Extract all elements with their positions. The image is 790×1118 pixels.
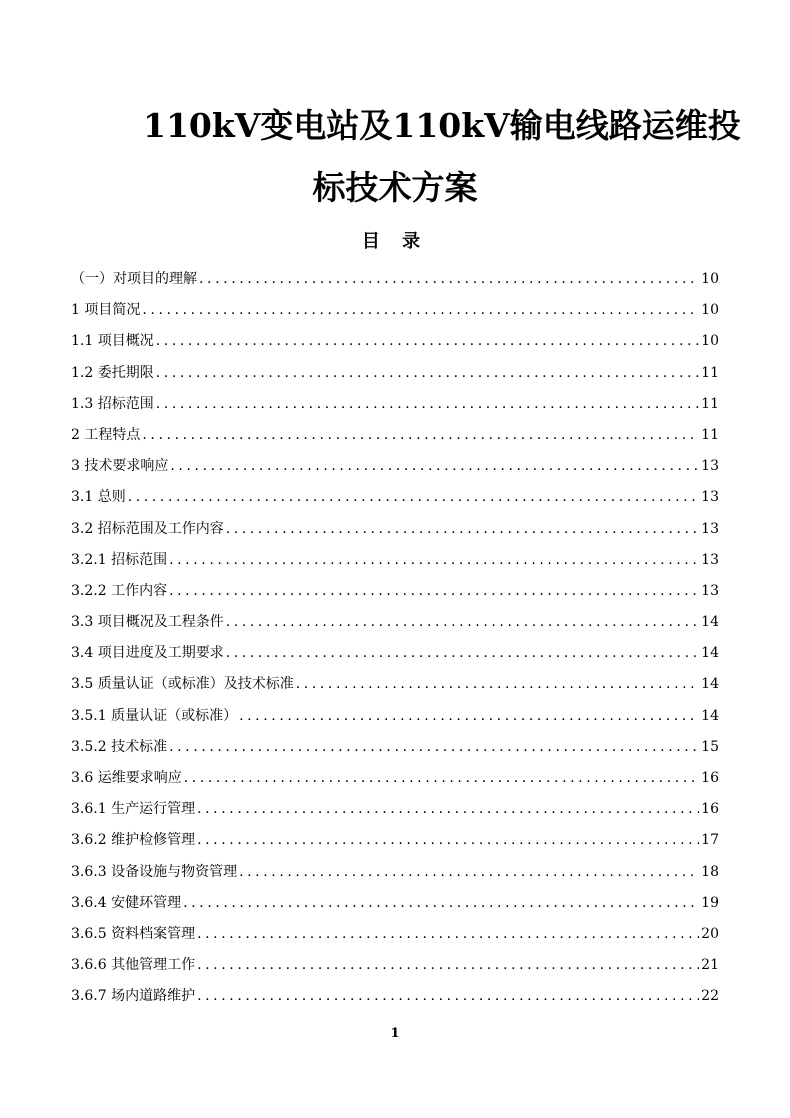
toc-entry[interactable]: [71, 328, 719, 359]
toc-entry-page: 10: [701, 333, 719, 350]
toc-entry-text: 设备设施与物资管理: [111, 863, 238, 880]
toc-entry[interactable]: [71, 703, 719, 734]
toc-entry[interactable]: [71, 297, 719, 328]
toc-dot-leader: [226, 640, 699, 666]
toc-dot-leader: [197, 983, 699, 1009]
toc-entry-text: 资料档案管理: [111, 925, 196, 942]
toc-dot-leader: [296, 671, 699, 697]
toc-entry-text: 生产运行管理: [111, 801, 196, 818]
toc-dot-leader: [197, 796, 699, 822]
toc-entry-page: 17: [701, 832, 719, 849]
toc-entry-text: 维护检修管理: [111, 832, 196, 849]
page-number: 1: [390, 1026, 400, 1041]
toc-entry[interactable]: [71, 952, 719, 983]
toc-entry-number: 1: [71, 302, 80, 319]
toc-entry-page: 15: [701, 738, 719, 755]
toc-entry-text: 技术标准: [111, 738, 168, 755]
toc-dot-leader: [169, 578, 699, 604]
toc-entry-label: [71, 516, 226, 542]
toc-entry-page: 16: [701, 770, 719, 786]
toc-entry-label: [71, 360, 156, 386]
toc-dot-leader: [199, 266, 699, 292]
toc-entry[interactable]: [71, 266, 719, 297]
toc-dot-leader: [197, 952, 699, 978]
toc-entry-text: （一）对项目的理解: [71, 271, 197, 287]
toc-dot-leader: [142, 297, 699, 323]
toc-entry-text: 委托期限: [97, 364, 154, 381]
toc-entry-page: 14: [701, 614, 719, 631]
toc-entry-text: 安健环管理: [111, 894, 182, 911]
toc-entry-label: [71, 328, 156, 354]
toc-entry-text: 其他管理工作: [111, 957, 196, 974]
toc-dot-leader: [197, 827, 699, 853]
toc-dot-leader: [169, 547, 699, 573]
toc-dot-leader: [156, 360, 699, 386]
toc-entry-page: 14: [701, 645, 719, 662]
toc-entry-number: 3.5.2: [71, 738, 107, 755]
toc-entry-number: 3.2.1: [71, 551, 107, 568]
toc-entry-label: [71, 640, 226, 666]
toc-entry-text: 招标范围: [97, 395, 154, 412]
toc-entry-label: [71, 703, 239, 729]
toc-dot-leader: [183, 890, 699, 916]
toc-entry-page: 18: [701, 863, 719, 880]
toc-entry[interactable]: [71, 484, 719, 515]
document-title-line-2-text: 标技术方案: [312, 168, 478, 207]
toc-entry-page: 13: [701, 489, 719, 506]
toc-entry-number: 3.6.3: [71, 863, 107, 880]
toc-entry-number: 3.6.2: [71, 832, 107, 849]
toc-entry-text: 质量认证（或标准）及技术标准: [97, 676, 294, 693]
toc-entry-number: 3.6.1: [71, 801, 107, 818]
toc-entry-text: 场内道路维护: [111, 988, 196, 1005]
toc-entry-text: 项目概况: [97, 333, 154, 350]
toc-entry-page: 10: [701, 302, 719, 319]
toc-entry[interactable]: [71, 516, 719, 547]
toc-entry-label: [71, 983, 197, 1009]
toc-dot-leader: [156, 328, 699, 354]
toc-entry-number: 1.2: [71, 364, 94, 381]
toc-entry[interactable]: [71, 734, 719, 765]
toc-entry-page: 11: [701, 364, 719, 381]
toc-entry-label: [71, 859, 239, 885]
toc-entry-label: [71, 952, 197, 978]
toc-entry-text: 工程特点: [84, 426, 141, 443]
toc-entry[interactable]: [71, 890, 719, 921]
toc-entry-label: [71, 765, 184, 791]
toc-entry-number: 3.6.7: [71, 988, 107, 1005]
toc-entry-text: 总则: [97, 489, 126, 506]
toc-dot-leader: [226, 609, 699, 635]
toc-heading: 目 录: [361, 231, 429, 252]
toc-entry[interactable]: [71, 921, 719, 952]
toc-dot-leader: [239, 859, 699, 885]
toc-entry-number: 1.3: [71, 395, 94, 412]
toc-entry-page: 20: [701, 925, 719, 942]
toc-entry-text: 招标范围: [111, 551, 168, 568]
toc-dot-leader: [170, 453, 699, 479]
toc-entry-text: 项目进度及工期要求: [97, 645, 224, 662]
toc-entry-page: 14: [701, 676, 719, 693]
toc-entry[interactable]: [71, 983, 719, 1014]
toc-dot-leader: [226, 516, 699, 542]
toc-entry-label: [71, 796, 197, 822]
toc-entry-page: 21: [701, 957, 719, 974]
toc-dot-leader: [156, 391, 699, 417]
toc-dot-leader: [142, 422, 699, 448]
toc-entry-label: [71, 484, 128, 510]
toc-entry-text: 项目简况: [84, 302, 141, 319]
toc-entry-label: [71, 422, 142, 448]
document-title-line-1: 110kV变电站及110kV输电线路运维投: [143, 106, 741, 145]
toc-entry-label: [71, 547, 169, 573]
toc-entry-number: 3.2.2: [71, 582, 107, 599]
table-of-contents: [71, 266, 719, 1015]
toc-entry-number: 1.1: [71, 333, 94, 350]
toc-entry-number: 3: [71, 458, 80, 475]
toc-entry-page: 11: [701, 395, 719, 412]
toc-entry-text: 项目概况及工程条件: [97, 614, 224, 631]
toc-entry[interactable]: [71, 547, 719, 578]
toc-entry-page: 13: [701, 520, 719, 537]
toc-entry[interactable]: [71, 360, 719, 391]
toc-entry-label: [71, 734, 169, 760]
toc-entry[interactable]: [71, 859, 719, 890]
toc-entry-number: 3.2: [71, 520, 94, 537]
toc-entry[interactable]: [71, 391, 719, 422]
toc-entry-number: 3.3: [71, 614, 94, 631]
toc-entry-label: [71, 921, 197, 947]
toc-entry-label: [71, 391, 156, 417]
toc-dot-leader: [239, 703, 699, 729]
toc-entry-text: 技术要求响应: [84, 458, 169, 475]
toc-entry[interactable]: [71, 827, 719, 858]
toc-entry-number: 2: [71, 426, 80, 443]
toc-entry[interactable]: [71, 671, 719, 702]
toc-entry-number: 3.6.4: [71, 894, 107, 911]
toc-entry[interactable]: [71, 796, 719, 827]
toc-entry-page: 13: [701, 458, 719, 475]
toc-entry-text: 运维要求响应: [97, 770, 182, 786]
toc-entry-page: 13: [701, 582, 719, 599]
toc-entry-label: [71, 609, 226, 635]
toc-entry[interactable]: [71, 453, 719, 484]
toc-entry-number: 3.4: [71, 645, 94, 662]
toc-entry-number: 3.6: [71, 770, 94, 786]
toc-entry-number: 3.6.6: [71, 957, 107, 974]
toc-entry-text: 质量认证（或标准）: [111, 707, 238, 724]
toc-entry-label: [71, 453, 170, 479]
toc-entry[interactable]: [71, 422, 719, 453]
toc-entry[interactable]: [71, 765, 719, 796]
toc-entry-label: [71, 890, 183, 916]
toc-entry-number: 3.6.5: [71, 925, 107, 942]
toc-entry-page: 14: [701, 707, 719, 724]
toc-entry-page: 16: [701, 801, 719, 818]
toc-entry-page: 10: [701, 271, 719, 287]
document-title-line-2: [0, 168, 790, 208]
toc-dot-leader: [197, 921, 699, 947]
toc-entry-page: 13: [701, 551, 719, 568]
toc-entry-number: 3.5.1: [71, 707, 107, 724]
toc-entry-page: 22: [701, 988, 719, 1005]
toc-dot-leader: [169, 734, 699, 760]
toc-entry-number: 3.5: [71, 676, 94, 693]
toc-entry-label: [71, 578, 169, 604]
toc-entry-number: 3.1: [71, 489, 94, 506]
toc-entry-label: [71, 297, 142, 323]
toc-entry[interactable]: [71, 609, 719, 640]
toc-entry-label: [71, 827, 197, 853]
toc-entry-text: 工作内容: [111, 582, 168, 599]
toc-entry[interactable]: [71, 578, 719, 609]
toc-dot-leader: [184, 765, 699, 791]
toc-entry-page: 19: [701, 894, 719, 911]
toc-dot-leader: [128, 484, 699, 510]
toc-entry-label: [71, 266, 199, 292]
toc-entry-text: 招标范围及工作内容: [97, 520, 224, 537]
toc-entry[interactable]: [71, 640, 719, 671]
toc-entry-page: 11: [701, 426, 719, 443]
toc-entry-label: [71, 671, 296, 697]
